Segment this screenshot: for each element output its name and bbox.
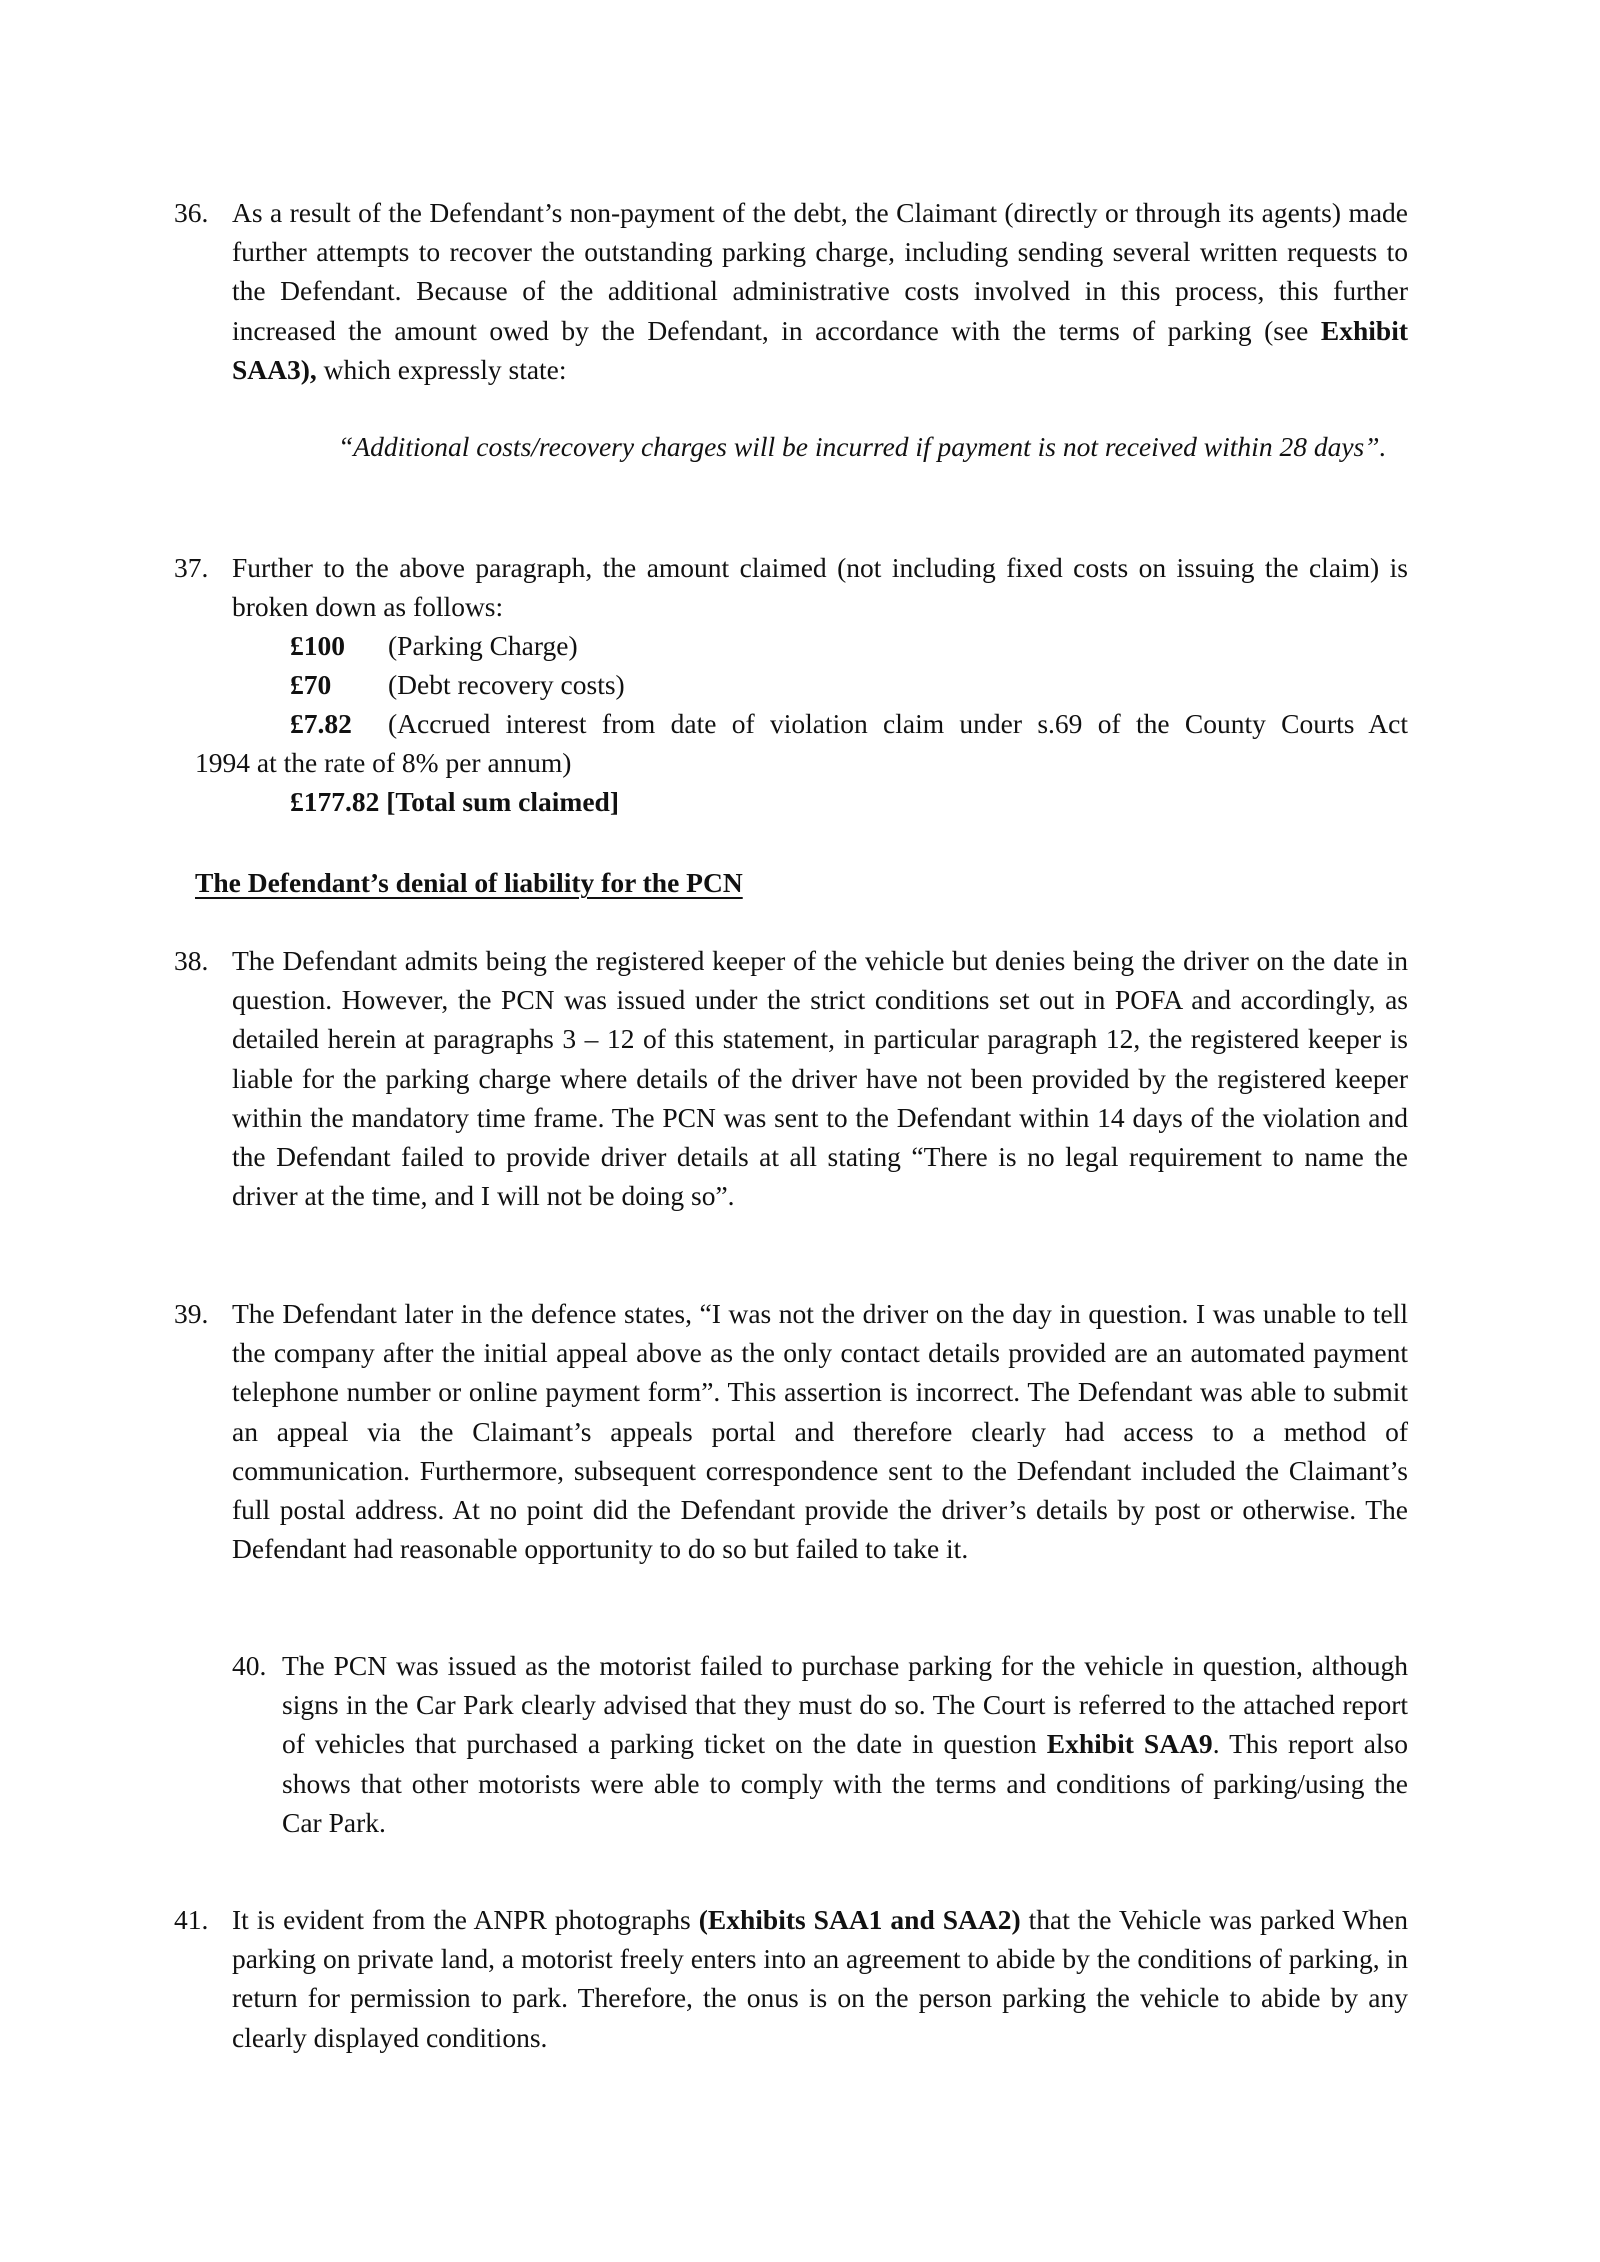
paragraph-text: The PCN was issued as the motorist failed to purchase parking for the vehicle in question, although signs in the Car Park clearly advised that they must do so. The Court is referred to the attached report of vehicles that purchased a parking ticket on the date in question <box>282 1650 1408 1760</box>
exhibit-reference: Exhibit SAA3), <box>232 314 1408 385</box>
paragraph-text: . This report also shows that other motorists were able to comply with the terms and conditions of parking/using the Car Park. <box>282 1728 1408 1838</box>
breakdown-row-interest <box>290 704 1408 743</box>
paragraph-39 <box>174 1294 1408 1568</box>
paragraph-text: As a result of the Defendant’s non-payment of the debt, the Claimant (directly or through its agents) made further attempts to recover the outstanding parking charge, including sending several written requests to the Defendant. Because of the additional administrative costs involved in this process, this further increased the amount owed by the Defendant, in accordance with the terms of parking (see <box>232 197 1408 346</box>
amount-description: (Accrued interest from date of violation claim under s.69 of the County Courts Act <box>388 708 1408 739</box>
amount-description: (Debt recovery costs) <box>388 669 625 700</box>
paragraph-text: Further to the above paragraph, the amount claimed (not including fixed costs on issuing the claim) is broken down as follows: <box>232 552 1408 623</box>
paragraph-40 <box>232 1646 1408 1842</box>
paragraph-36 <box>174 193 1408 389</box>
paragraph-text: The Defendant later in the defence states, “I was not the driver on the day in question. I was unable to tell the company after the initial appeal above as the only contact details provided are an automated payment telephone number or online payment form”. This assertion is incorrect. The Defendant was able to submit an appeal via the Claimant’s appeals portal and therefore clearly had access to a method of communication. Furthermore, subsequent correspondence sent to the Defendant included the Claimant’s full postal address. At no point did the Defendant provide the driver’s details by post or otherwise. The Defendant had reasonable opportunity to do so but failed to take it. <box>232 1298 1408 1565</box>
paragraph-number: 38. <box>174 945 209 976</box>
paragraph-number: 37. <box>174 552 209 583</box>
breakdown-total: £177.82 [Total sum claimed] <box>290 786 619 817</box>
paragraph-41 <box>174 1900 1408 2057</box>
amount: £100 <box>290 630 345 661</box>
paragraph-text: which expressly state: <box>316 353 567 385</box>
paragraph-text: It is evident from the ANPR photographs <box>232 1904 699 1935</box>
section-heading: The Defendant’s denial of liability for the PCN <box>195 867 743 898</box>
paragraph-number: 41. <box>174 1904 209 1935</box>
paragraph-number: 36. <box>174 197 209 228</box>
paragraph-text: that the Vehicle was parked When parking on private land, a motorist freely enters into an agreement to abide by the conditions of parking, in return for permission to park. Therefore, the onus is on the person parking the vehicle to abide by any clearly displayed conditions. <box>232 1904 1408 2053</box>
terms-quote: “Additional costs/recovery charges will be incurred if payment is not received within 28 days”. <box>338 431 1387 462</box>
exhibit-reference: (Exhibits SAA1 and SAA2) <box>698 1904 1021 1935</box>
paragraph-37 <box>174 548 1408 626</box>
amount: £7.82 <box>290 708 352 739</box>
paragraph-number: 39. <box>174 1298 209 1329</box>
amount-description: (Parking Charge) <box>388 630 578 661</box>
breakdown-row-parking-charge <box>290 626 578 665</box>
paragraph-number: 40. <box>232 1650 267 1681</box>
amount: £70 <box>290 669 332 700</box>
breakdown-wrap-line: 1994 at the rate of 8% per annum) <box>195 747 572 778</box>
paragraph-text: The Defendant admits being the registered keeper of the vehicle but denies being the driver on the date in question. However, the PCN was issued under the strict conditions set out in POFA and accordingly, as detailed herein at paragraphs 3 – 12 of this statement, in particular paragraph 12, the registered keeper is liable for the parking charge where details of the driver have not been provided by the registered keeper within the mandatory time frame. The PCN was sent to the Defendant within 14 days of the violation and the Defendant failed to provide driver details at all stating “There is no legal requirement to name the driver at the time, and I will not be doing so”. <box>232 945 1408 1212</box>
breakdown-row-debt-recovery <box>290 665 625 704</box>
paragraph-38 <box>174 941 1408 1215</box>
exhibit-reference: Exhibit SAA9 <box>1046 1728 1213 1760</box>
